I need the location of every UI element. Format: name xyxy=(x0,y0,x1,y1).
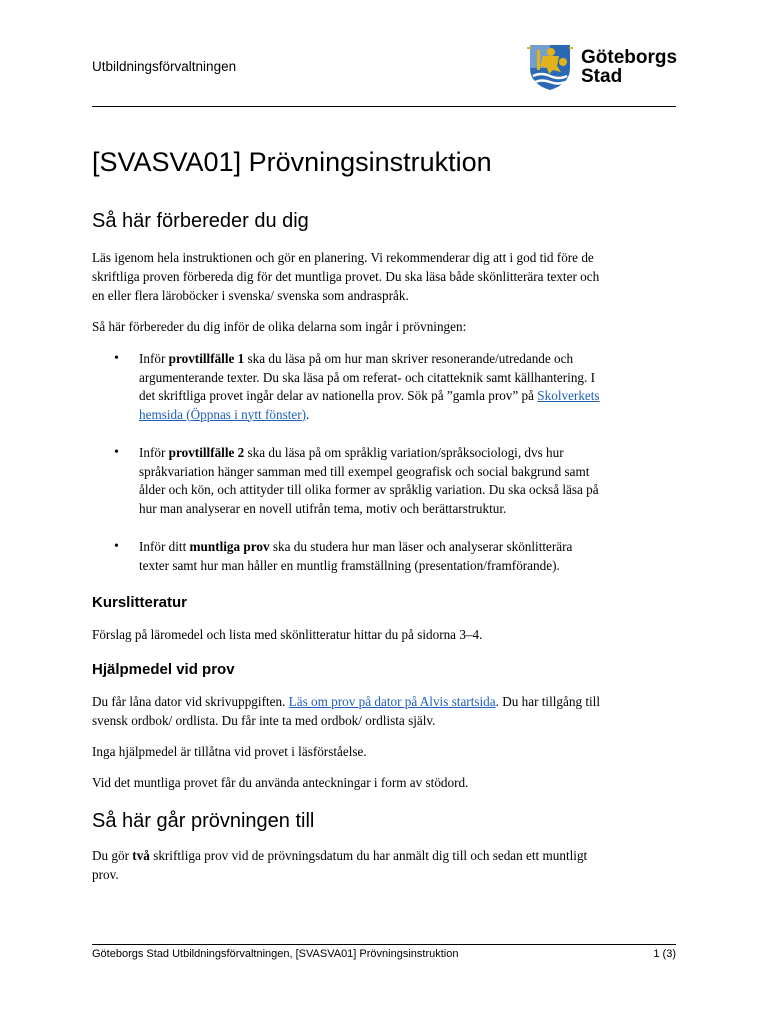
list-item xyxy=(92,538,602,575)
bullet-bold: muntliga prov xyxy=(189,539,270,554)
preparation-list xyxy=(92,350,602,575)
lead-paragraph: Så här förbereder du dig inför de olika delarna som ingår i prövningen: xyxy=(92,319,467,334)
hjalpmedel-post: . Du har tillgång till svensk ordbok/ ordlista. Du får inte ta med ordbok/ ordlista själv. xyxy=(92,694,600,728)
list-item xyxy=(92,444,602,518)
procedure-post: skriftliga prov vid de prövningsdatum du har anmält dig till och sedan ett muntligt prov. xyxy=(92,848,588,882)
hjalpmedel-paragraph xyxy=(92,692,602,730)
procedure-bold: två xyxy=(132,848,150,863)
procedure-pre: Du gör xyxy=(92,848,133,863)
procedure-paragraph xyxy=(92,846,602,884)
bullet-pre: Inför xyxy=(139,351,169,366)
alvis-link[interactable]: Läs om prov på dator på Alvis startsida xyxy=(288,694,496,709)
subheading-kurslitteratur: Kurslitteratur xyxy=(92,594,188,611)
bullet-pre: Inför xyxy=(139,445,169,460)
document-body xyxy=(92,142,602,884)
coat-of-arms-icon xyxy=(527,42,573,92)
bullet-text: ska du läsa på om hur man skriver resonerande/utredande och argumenterande texter. Du ska läsa på om referat- och citatteknik samt källhantering. I det skriftliga provet ingår delar av nationella prov. Sök på ”gamla prov” på xyxy=(139,351,596,403)
logo-line-2: Stad xyxy=(581,66,623,87)
bullet-post: . xyxy=(306,406,310,422)
section-heading-procedure: Så här går prövningen till xyxy=(92,810,315,832)
bullet-pre: Inför ditt xyxy=(139,539,190,554)
logo-line-1: Göteborgs xyxy=(581,47,678,68)
footer-text: Göteborgs Stad Utbildningsförvaltningen, [SVASVA01] Prövningsinstruktion xyxy=(92,948,459,960)
section-heading-preparation: Så här förbereder du dig xyxy=(92,210,309,232)
lasforstaelse-paragraph: Inga hjälpmedel är tillåtna vid provet i läsförståelse. xyxy=(92,744,367,759)
footer-divider xyxy=(92,944,676,945)
bullet-bold: provtillfälle 1 xyxy=(168,351,245,366)
hjalpmedel-pre: Du får låna dator vid skrivuppgiften. xyxy=(92,694,289,709)
list-item xyxy=(92,350,602,424)
bullet-text: ska du läsa på om språklig variation/språksociologi, dvs hur språkvariation hänger samman med till exempel geografisk och social bakgrund samt ålder och kön, och attityder till olika former av språklig variation. Du ska också läsa på hur man analyserar en novell utifrån tema, motiv och berättarstruktur. xyxy=(139,445,599,516)
muntliga-paragraph: Vid det muntliga provet får du använda anteckningar i form av stödord. xyxy=(92,775,469,790)
logo-wordmark xyxy=(581,48,677,86)
skolverket-link[interactable]: Skolverkets hemsida (Öppnas i nytt fönster) xyxy=(139,388,600,422)
kurslitteratur-paragraph: Förslag på läromedel och lista med skönlitteratur hittar du på sidorna 3–4. xyxy=(92,627,483,642)
bullet-bold: provtillfälle 2 xyxy=(168,445,245,460)
header-organization: Utbildningsförvaltningen xyxy=(92,59,237,74)
intro-paragraph: Läs igenom hela instruktionen och gör en planering. Vi rekommenderar dig att i god tid före de skriftliga proven förbereda dig för det muntliga provet. Du ska läsa både skönlitterära texter och en eller flera läroböcker i svenska/ svenska som andraspråk. xyxy=(92,250,600,303)
page-title: [SVASVA01] Prövningsinstruktion xyxy=(92,147,492,177)
goteborgs-stad-logo xyxy=(527,42,679,94)
header-divider xyxy=(92,106,676,107)
subheading-hjalpmedel: Hjälpmedel vid prov xyxy=(92,661,235,678)
page-number: 1 (3) xyxy=(653,948,676,960)
bullet-text: ska du studera hur man läser och analyserar skönlitterära texter samt hur man håller en muntlig framställning (presentation/framförande). xyxy=(139,539,573,573)
